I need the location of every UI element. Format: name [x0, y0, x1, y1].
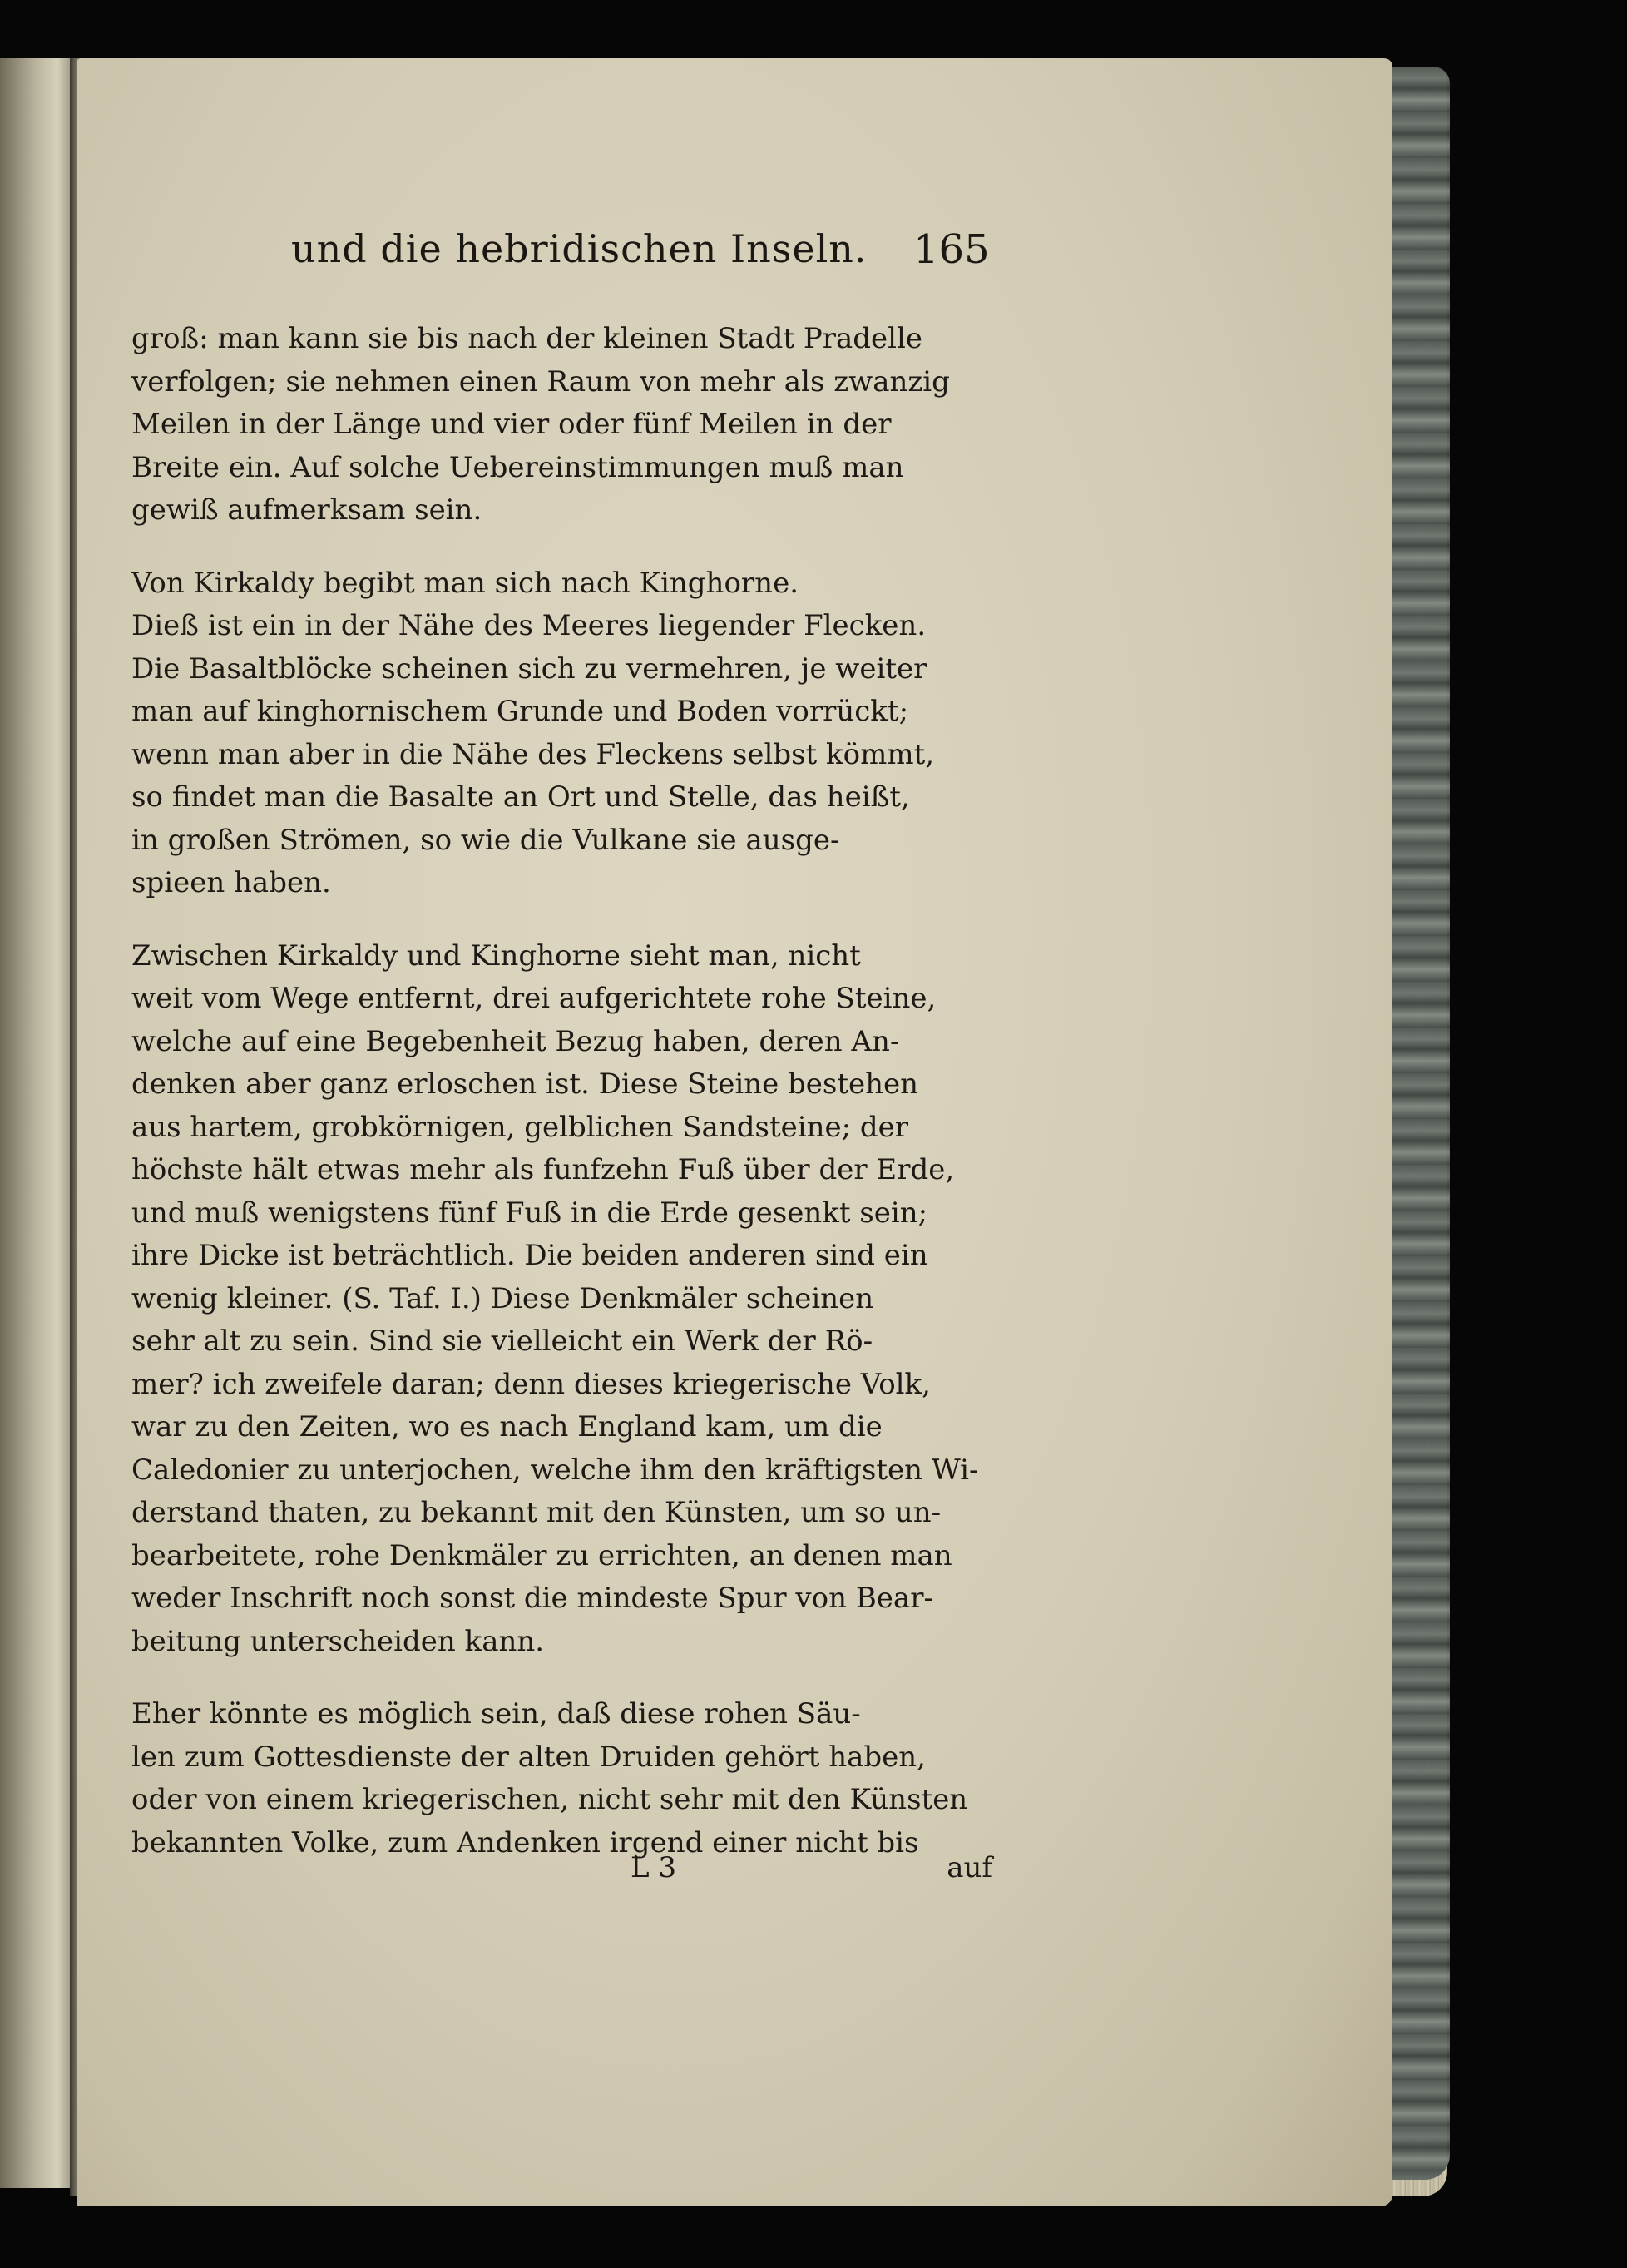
text-line: aus hartem, grobkörnigen, gelblichen Sandsteine; der [131, 1110, 909, 1144]
page-number: 165 [913, 226, 990, 273]
text-line: len zum Gottesdienste der alten Druiden gehört haben, [131, 1740, 926, 1774]
text-line: Von Kirkaldy begibt man sich nach Kinghorne. [131, 566, 799, 600]
text-line: denken aber ganz erloschen ist. Diese Steine bestehen [131, 1067, 919, 1101]
paragraph-4 [131, 1693, 992, 1864]
signature-mark: L 3 [631, 1851, 677, 1884]
text-line: Breite ein. Auf solche Uebereinstimmungen muß man [131, 450, 904, 484]
text-line: war zu den Zeiten, wo es nach England kam, um die [131, 1410, 883, 1443]
text-line: gewiß aufmerksam sein. [131, 493, 482, 527]
paragraph-3 [131, 935, 992, 1664]
text-line: bekannten Volke, zum Andenken irgend einer nicht bis [131, 1825, 919, 1859]
text-line: so findet man die Basalte an Ort und Stelle, das heißt, [131, 780, 910, 814]
text-line: bearbeitete, rohe Denkmäler zu errichten, an denen man [131, 1538, 952, 1572]
text-line: man auf kinghornischem Grunde und Boden vorrückt; [131, 695, 909, 728]
text-line: Die Basaltblöcke scheinen sich zu vermehren, je weiter [131, 651, 927, 686]
text-line: und muß wenigstens fünf Fuß in die Erde gesenkt sein; [131, 1196, 928, 1230]
text-line: Caledonier zu unterjochen, welche ihm den kräftigsten Wi- [131, 1453, 979, 1487]
book-cover-edge [1385, 67, 1450, 2180]
text-line: ihre Dicke ist beträchtlich. Die beiden anderen sind ein [131, 1239, 928, 1272]
text-line: weit vom Wege entfernt, drei aufgerichtete rohe Steine, [131, 982, 937, 1015]
text-line: Dieß ist ein in der Nähe des Meeres liegender Flecken. [131, 609, 927, 642]
text-line: Meilen in der Länge und vier oder fünf Meilen in der [131, 408, 892, 441]
text-line: wenn man aber in die Nähe des Fleckens selbst kömmt, [131, 737, 935, 771]
text-line: weder Inschrift noch sonst die mindeste Spur von Bear- [131, 1582, 933, 1615]
text-line: wenig kleiner. (S. Taf. I.) Diese Denkmäler scheinen [131, 1281, 874, 1315]
catchword: auf [947, 1851, 992, 1884]
text-line: in großen Strömen, so wie die Vulkane sie ausge- [131, 823, 840, 857]
text-line: sehr alt zu sein. Sind sie vielleicht ein Werk der Rö- [131, 1325, 873, 1358]
text-line: derstand thaten, zu bekannt mit den Künsten, um so un- [131, 1496, 942, 1529]
body-text [131, 318, 992, 1864]
text-line: verfolgen; sie nehmen einen Raum von mehr als zwanzig [131, 364, 950, 399]
text-line: spieen haben. [131, 866, 331, 899]
text-line: Eher könnte es möglich sein, daß diese rohen Säu- [131, 1697, 861, 1731]
text-line: beitung unterscheiden kann. [131, 1624, 545, 1658]
text-line: Zwischen Kirkaldy und Kinghorne sieht man, nicht [131, 938, 861, 973]
text-line: mer? ich zweifele daran; denn dieses kriegerische Volk, [131, 1367, 931, 1401]
paragraph-2 [131, 562, 992, 905]
page-footer [131, 1851, 992, 1893]
text-line: welche auf eine Begebenheit Bezug haben, deren An- [131, 1024, 900, 1058]
left-page-edge [0, 58, 77, 2188]
text-line: groß: man kann sie bis nach der kleinen Stadt Pradelle [131, 322, 922, 355]
running-head: und die hebridischen Inseln. [291, 226, 868, 271]
text-line: höchste hält etwas mehr als funfzehn Fuß über der Erde, [131, 1153, 955, 1186]
text-line: oder von einem kriegerischen, nicht sehr mit den Künsten [131, 1783, 968, 1816]
paragraph-1 [131, 318, 992, 532]
